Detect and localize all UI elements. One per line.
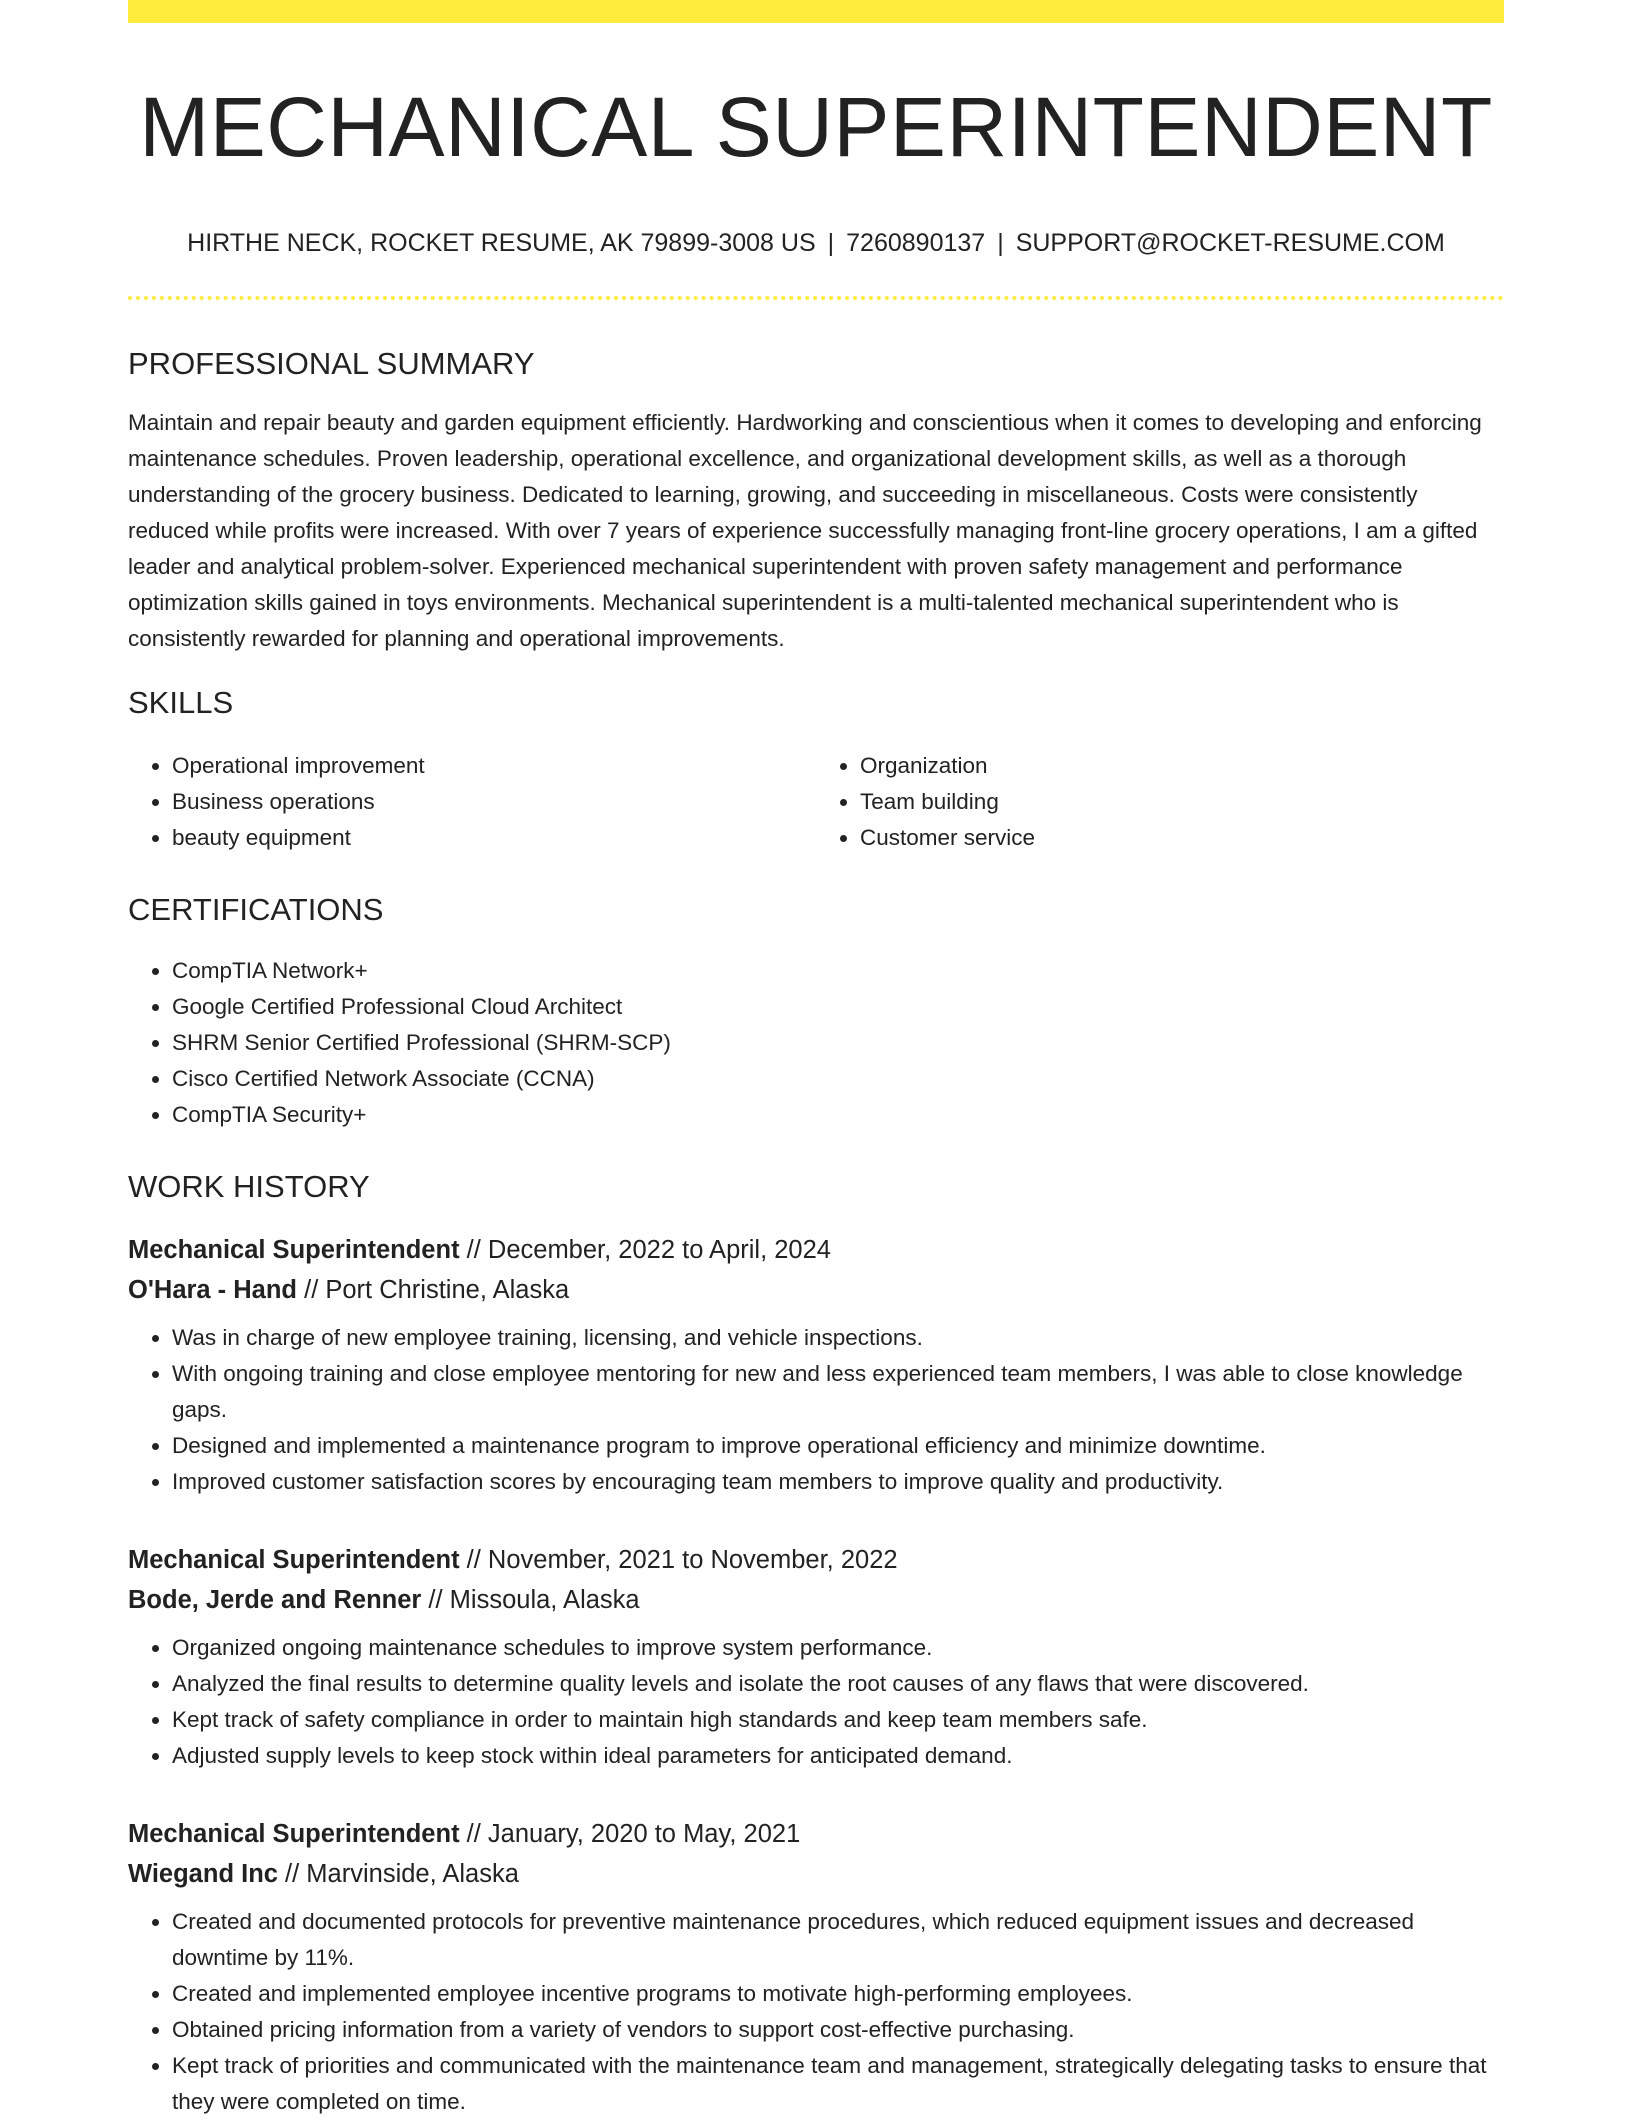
job-bullets	[128, 1904, 1504, 2120]
contact-separator: |	[827, 229, 835, 257]
accent-top-bar	[128, 0, 1504, 23]
certification-item: • Google Certified Professional Cloud Architect	[172, 989, 1504, 1025]
job-entry	[128, 1814, 1504, 2120]
job-role-line	[128, 1814, 1504, 1854]
job-location: // Port Christine, Alaska	[304, 1276, 570, 1304]
skills-section	[128, 687, 1504, 856]
job-bullet: • Was in charge of new employee training, licensing, and vehicle inspections.	[172, 1320, 1504, 1356]
resume-page	[128, 0, 1504, 2120]
job-bullet: • With ongoing training and close employee mentoring for new and less experienced team members, I was able to close knowledge gaps.	[172, 1356, 1504, 1428]
resume-title: MECHANICAL SUPERINTENDENT	[139, 80, 1493, 174]
skills-list-left	[128, 748, 816, 856]
job-role-line	[128, 1540, 1504, 1580]
job-bullet: • Improved customer satisfaction scores by encouraging team members to improve quality and productivity.	[172, 1464, 1504, 1500]
contact-phone: 7260890137	[846, 229, 986, 257]
job-bullet: • Kept track of priorities and communicated with the maintenance team and management, strategically delegating tasks to ensure that they were completed on time.	[172, 2048, 1504, 2120]
job-company: Bode, Jerde and Renner	[128, 1586, 422, 1614]
job-company-line	[128, 1270, 1504, 1310]
skill-item: • beauty equipment	[172, 820, 816, 856]
job-location: // Missoula, Alaska	[428, 1586, 640, 1614]
certifications-list	[128, 953, 1504, 1133]
summary-section	[128, 348, 1504, 657]
work-history-section	[128, 1171, 1504, 2120]
job-bullet: • Kept track of safety compliance in order to maintain high standards and keep team members safe.	[172, 1702, 1504, 1738]
job-entry	[128, 1230, 1504, 1500]
job-dates: // November, 2021 to November, 2022	[466, 1546, 898, 1574]
certification-item: • CompTIA Security+	[172, 1097, 1504, 1133]
skill-item: • Team building	[860, 784, 1504, 820]
skill-item: • Customer service	[860, 820, 1504, 856]
skill-item: • Business operations	[172, 784, 816, 820]
job-bullet: • Analyzed the final results to determine quality levels and isolate the root causes of any flaws that were discovered.	[172, 1666, 1504, 1702]
skill-item: • Operational improvement	[172, 748, 816, 784]
contact-line	[128, 231, 1504, 256]
job-role-line	[128, 1230, 1504, 1270]
skills-columns	[128, 748, 1504, 856]
job-location: // Marvinside, Alaska	[285, 1860, 519, 1888]
contact-separator: |	[997, 229, 1004, 257]
job-company: O'Hara - Hand	[128, 1276, 298, 1304]
summary-text: Maintain and repair beauty and garden equipment efficiently. Hardworking and conscientious when it comes to developing and enforcing maintenance schedules. Proven leadership, operational excellence, and organizational development skills, as well as a thorough understanding of the grocery business. Dedicated to learning, growing, and succeeding in miscellaneous. Costs were consistently reduced while profits were increased. With over 7 years of experience successfully managing front-line grocery operations, I am a gifted leader and analytical problem-solver. Experienced mechanical superintendent with proven safety management and performance optimization skills gained in toys environments. Mechanical superintendent is a multi-talented mechanical superintendent who is consistently rewarded for planning and operational improvements.	[128, 410, 1482, 651]
job-dates: // December, 2022 to April, 2024	[466, 1236, 831, 1264]
skills-heading: SKILLS	[128, 685, 234, 720]
certification-item: • CompTIA Network+	[172, 953, 1504, 989]
contact-address: HIRTHE NECK, ROCKET RESUME, AK 79899-3008 US	[187, 229, 816, 257]
job-bullets	[128, 1320, 1504, 1500]
certifications-section	[128, 894, 1504, 1133]
dotted-divider	[128, 296, 1504, 300]
skills-list-right	[816, 748, 1504, 856]
job-company-line	[128, 1854, 1504, 1894]
certification-item: • Cisco Certified Network Associate (CCNA)	[172, 1061, 1504, 1097]
job-role: Mechanical Superintendent	[128, 1546, 460, 1574]
work-history-heading: WORK HISTORY	[128, 1169, 370, 1204]
summary-heading: PROFESSIONAL SUMMARY	[128, 346, 535, 381]
certifications-heading: CERTIFICATIONS	[128, 892, 384, 927]
job-bullet: • Organized ongoing maintenance schedules to improve system performance.	[172, 1630, 1504, 1666]
job-bullet: • Adjusted supply levels to keep stock within ideal parameters for anticipated demand.	[172, 1738, 1504, 1774]
skill-item: • Organization	[860, 748, 1504, 784]
job-role: Mechanical Superintendent	[128, 1820, 460, 1848]
job-dates: // January, 2020 to May, 2021	[466, 1820, 801, 1848]
job-bullet: • Designed and implemented a maintenance program to improve operational efficiency and minimize downtime.	[172, 1428, 1504, 1464]
job-company-line	[128, 1580, 1504, 1620]
contact-email: SUPPORT@ROCKET-RESUME.COM	[1015, 229, 1445, 257]
job-bullet: • Created and implemented employee incentive programs to motivate high-performing employees.	[172, 1976, 1504, 2012]
certification-item: • SHRM Senior Certified Professional (SHRM-SCP)	[172, 1025, 1504, 1061]
job-company: Wiegand Inc	[128, 1860, 278, 1888]
job-entry	[128, 1540, 1504, 1774]
job-bullet: • Obtained pricing information from a variety of vendors to support cost-effective purchasing.	[172, 2012, 1504, 2048]
job-bullets	[128, 1630, 1504, 1774]
job-role: Mechanical Superintendent	[128, 1236, 460, 1264]
job-bullet: • Created and documented protocols for preventive maintenance procedures, which reduced equipment issues and decreased downtime by 11%.	[172, 1904, 1504, 1976]
